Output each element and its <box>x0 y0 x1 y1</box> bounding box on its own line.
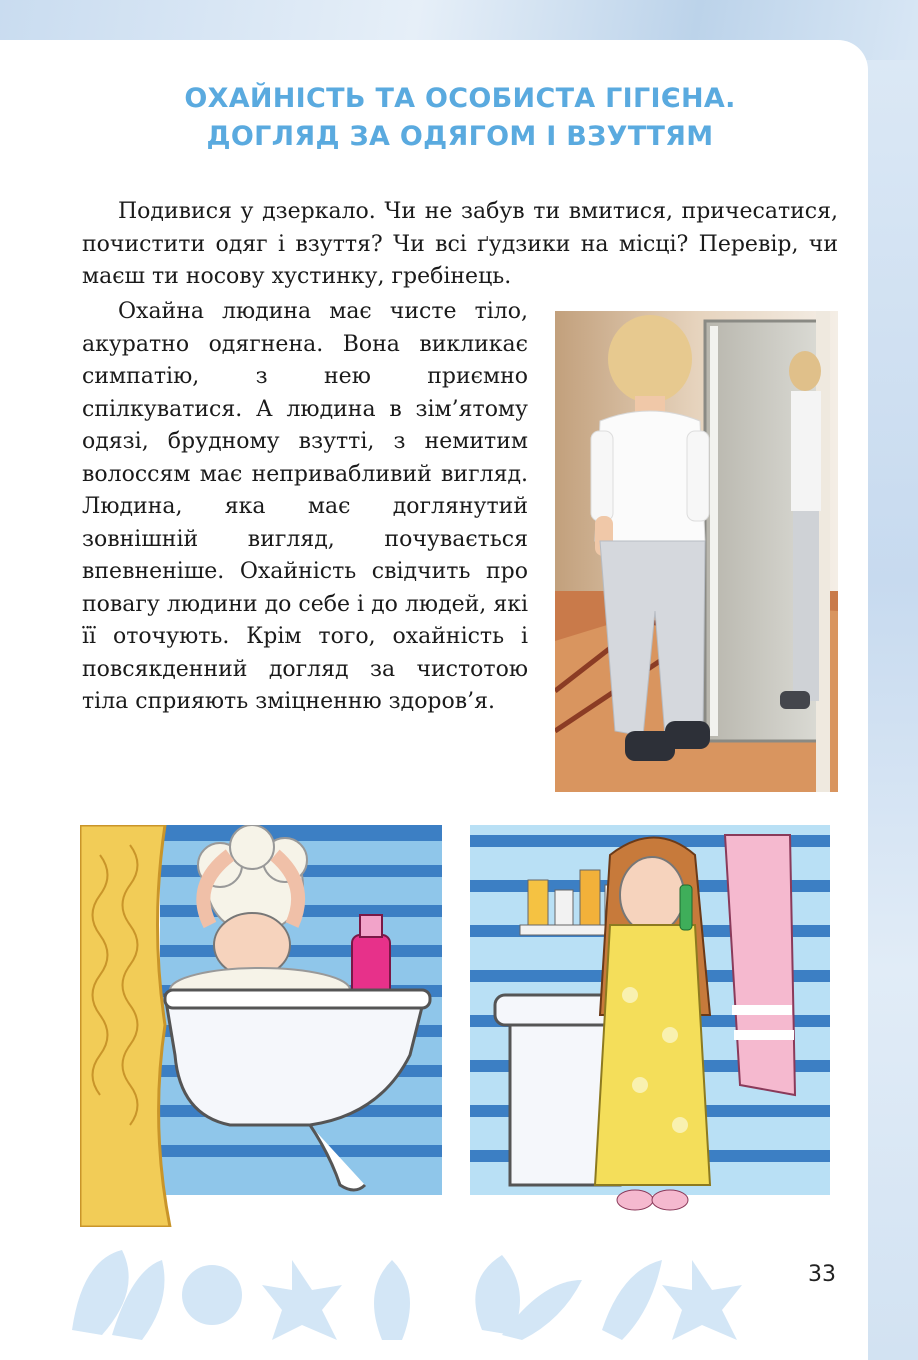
paragraph-neatness: Охайна людина має чисте тіло, акуратно одягнена. Вона викликає симпатію, з нею приємно спілкуватися. А людина в зім’ятому одязі, брудному взутті, з немитим волоссям має непривабливий вигляд. Людина, яка має доглянутий зовнішній вигляд, почувається впевненіше. Охайність свідчить про повагу людини до себе і до людей, які її оточують. Крім того, охайність і повсякденний догляд за чистотою тіла сприяють зміцненню здоров’я. <box>82 299 528 714</box>
boy-at-mirror-photo <box>555 311 838 792</box>
leaf-decoration <box>62 1240 822 1350</box>
leaf-silhouettes-footer <box>62 1240 822 1350</box>
title-line-1: ОХАЙНІСТЬ ТА ОСОБИСТА ГІГІЄНА. <box>184 83 736 114</box>
paragraph-intro: Подивися у дзеркало. Чи не забув ти вмитися, причесатися, почистити одяг і взуття? Чи всі ґудзики на місці? Перевір, чи маєш ти носову хустинку, гребінець. <box>82 199 838 289</box>
title-line-2: ДОГЛЯД ЗА ОДЯГОМ І ВЗУТТЯМ <box>206 121 714 152</box>
bathtub-illustration <box>80 825 442 1227</box>
page-title <box>60 80 860 156</box>
girl-combing-hair-image <box>470 825 830 1227</box>
girl-washing-hair-image <box>80 825 442 1227</box>
boy-at-mirror-image <box>555 311 838 792</box>
page-number: 33 <box>808 1262 836 1287</box>
combing-illustration <box>470 825 830 1227</box>
